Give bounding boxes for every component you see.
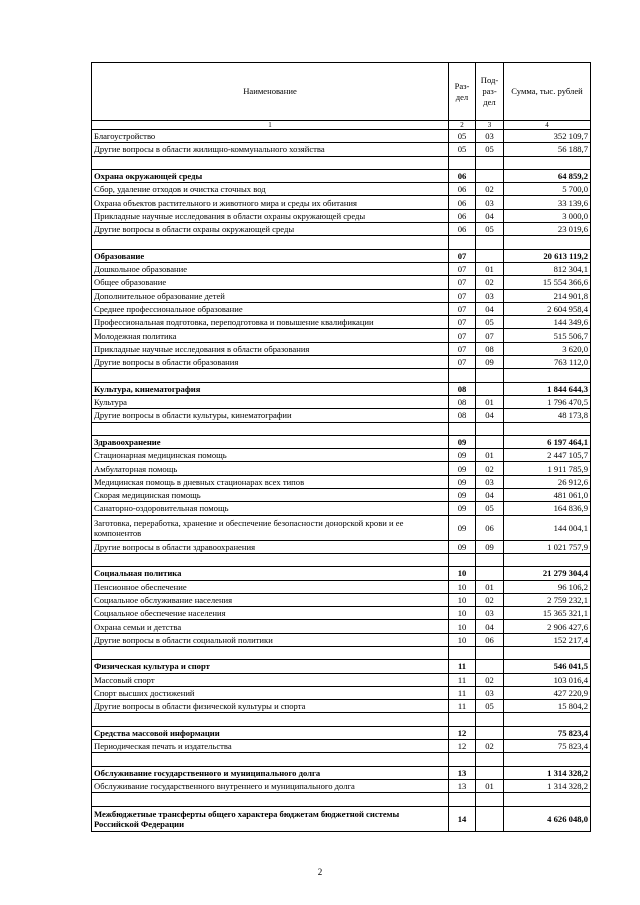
empty-cell	[476, 156, 504, 169]
empty-cell	[92, 646, 449, 659]
section-cell: 09	[449, 489, 476, 502]
name-cell: Другие вопросы в области жилищно-коммунального хозяйства	[92, 143, 449, 156]
name-cell: Другие вопросы в области физической культуры и спорта	[92, 700, 449, 713]
name-cell: Дополнительное образование детей	[92, 289, 449, 302]
sum-cell: 763 112,0	[504, 356, 591, 369]
subsection-cell: 01	[476, 779, 504, 792]
subsection-cell	[476, 806, 504, 831]
table-row	[92, 540, 591, 553]
empty-cell	[92, 553, 449, 566]
colnum: 1	[92, 121, 449, 130]
section-row	[92, 726, 591, 739]
subsection-cell	[476, 249, 504, 262]
section-cell: 11	[449, 700, 476, 713]
subsection-cell: 05	[476, 700, 504, 713]
name-cell: Здравоохранение	[92, 435, 449, 448]
subsection-cell: 03	[476, 686, 504, 699]
subsection-cell: 01	[476, 580, 504, 593]
sum-cell: 64 859,2	[504, 169, 591, 182]
section-row	[92, 660, 591, 673]
section-cell: 05	[449, 130, 476, 143]
subsection-cell: 02	[476, 673, 504, 686]
section-row	[92, 766, 591, 779]
sum-cell: 6 197 464,1	[504, 435, 591, 448]
header-name: Наименование	[92, 63, 449, 121]
subsection-cell: 09	[476, 540, 504, 553]
spacer-row	[92, 713, 591, 726]
section-cell: 09	[449, 462, 476, 475]
section-cell: 10	[449, 607, 476, 620]
sum-cell: 1 844 644,3	[504, 382, 591, 395]
column-number-row	[92, 121, 591, 130]
table-row	[92, 620, 591, 633]
table-row	[92, 342, 591, 355]
empty-cell	[92, 369, 449, 382]
subsection-cell: 02	[476, 593, 504, 606]
table-row	[92, 209, 591, 222]
spacer-row	[92, 646, 591, 659]
sum-cell: 2 759 232,1	[504, 593, 591, 606]
sum-cell: 1 021 757,9	[504, 540, 591, 553]
name-cell: Скорая медицинская помощь	[92, 489, 449, 502]
section-row	[92, 435, 591, 448]
section-cell: 07	[449, 329, 476, 342]
name-cell: Социальная политика	[92, 567, 449, 580]
section-row	[92, 806, 591, 831]
table-header-row	[92, 63, 591, 121]
name-cell: Прикладные научные исследования в области охраны окружающей среды	[92, 209, 449, 222]
subsection-cell: 06	[476, 515, 504, 540]
table-row	[92, 395, 591, 408]
sum-cell: 352 109,7	[504, 130, 591, 143]
section-cell: 10	[449, 580, 476, 593]
sum-cell: 1 796 470,5	[504, 395, 591, 408]
sum-cell: 96 106,2	[504, 580, 591, 593]
name-cell: Образование	[92, 249, 449, 262]
table-row	[92, 489, 591, 502]
empty-cell	[504, 793, 591, 806]
subsection-cell	[476, 435, 504, 448]
sum-cell: 427 220,9	[504, 686, 591, 699]
table-row	[92, 502, 591, 515]
sum-cell: 26 912,6	[504, 475, 591, 488]
subsection-cell: 05	[476, 316, 504, 329]
section-cell: 06	[449, 169, 476, 182]
subsection-cell: 03	[476, 475, 504, 488]
name-cell: Периодическая печать и издательства	[92, 740, 449, 753]
header-sum: Сумма, тыс. рублей	[504, 63, 591, 121]
sum-cell: 20 613 119,2	[504, 249, 591, 262]
sum-cell: 1 314 328,2	[504, 779, 591, 792]
table-row	[92, 302, 591, 315]
empty-cell	[92, 793, 449, 806]
subsection-cell: 04	[476, 620, 504, 633]
section-cell: 09	[449, 540, 476, 553]
name-cell: Другие вопросы в области образования	[92, 356, 449, 369]
section-cell: 12	[449, 726, 476, 739]
section-cell: 07	[449, 262, 476, 275]
empty-cell	[92, 236, 449, 249]
table-row	[92, 196, 591, 209]
subsection-cell	[476, 766, 504, 779]
section-cell: 05	[449, 143, 476, 156]
subsection-cell: 03	[476, 130, 504, 143]
subsection-cell: 01	[476, 449, 504, 462]
empty-cell	[449, 236, 476, 249]
colnum: 3	[476, 121, 504, 130]
empty-cell	[476, 646, 504, 659]
name-cell: Среднее профессиональное образование	[92, 302, 449, 315]
table-row	[92, 700, 591, 713]
subsection-cell: 05	[476, 223, 504, 236]
sum-cell: 15 804,2	[504, 700, 591, 713]
table-row	[92, 276, 591, 289]
section-row	[92, 567, 591, 580]
spacer-row	[92, 793, 591, 806]
section-cell: 09	[449, 449, 476, 462]
spacer-row	[92, 753, 591, 766]
empty-cell	[449, 646, 476, 659]
name-cell: Охрана объектов растительного и животного мира и среды их обитания	[92, 196, 449, 209]
subsection-cell	[476, 726, 504, 739]
sum-cell: 56 188,7	[504, 143, 591, 156]
section-row	[92, 169, 591, 182]
budget-table	[91, 62, 591, 832]
spacer-row	[92, 422, 591, 435]
section-row	[92, 249, 591, 262]
table-row	[92, 475, 591, 488]
subsection-cell: 04	[476, 409, 504, 422]
subsection-cell: 03	[476, 196, 504, 209]
section-cell: 10	[449, 593, 476, 606]
empty-cell	[92, 422, 449, 435]
subsection-cell: 02	[476, 740, 504, 753]
empty-cell	[476, 753, 504, 766]
subsection-cell: 05	[476, 143, 504, 156]
table-row	[92, 130, 591, 143]
table-row	[92, 580, 591, 593]
spacer-row	[92, 369, 591, 382]
name-cell: Молодежная политика	[92, 329, 449, 342]
name-cell: Охрана семьи и детства	[92, 620, 449, 633]
section-cell: 08	[449, 409, 476, 422]
name-cell: Массовый спорт	[92, 673, 449, 686]
empty-cell	[504, 646, 591, 659]
section-cell: 11	[449, 686, 476, 699]
empty-cell	[504, 753, 591, 766]
sum-cell: 3 620,0	[504, 342, 591, 355]
empty-cell	[476, 793, 504, 806]
empty-cell	[92, 753, 449, 766]
section-cell: 06	[449, 196, 476, 209]
empty-cell	[504, 369, 591, 382]
spacer-row	[92, 553, 591, 566]
sum-cell: 2 604 958,4	[504, 302, 591, 315]
name-cell: Прикладные научные исследования в области образования	[92, 342, 449, 355]
sum-cell: 2 447 105,7	[504, 449, 591, 462]
section-cell: 10	[449, 633, 476, 646]
name-cell: Общее образование	[92, 276, 449, 289]
section-cell: 11	[449, 673, 476, 686]
subsection-cell: 02	[476, 183, 504, 196]
name-cell: Охрана окружающей среды	[92, 169, 449, 182]
empty-cell	[92, 156, 449, 169]
table-row	[92, 779, 591, 792]
page-number: 2	[317, 867, 323, 877]
section-cell: 07	[449, 276, 476, 289]
subsection-cell: 02	[476, 462, 504, 475]
table-row	[92, 633, 591, 646]
subsection-cell: 05	[476, 502, 504, 515]
empty-cell	[476, 713, 504, 726]
empty-cell	[504, 236, 591, 249]
sum-cell: 214 901,8	[504, 289, 591, 302]
empty-cell	[449, 156, 476, 169]
sum-cell: 1 911 785,9	[504, 462, 591, 475]
table-row	[92, 356, 591, 369]
spacer-row	[92, 236, 591, 249]
name-cell: Благоустройство	[92, 130, 449, 143]
subsection-cell: 07	[476, 329, 504, 342]
section-cell: 08	[449, 395, 476, 408]
subsection-cell: 09	[476, 356, 504, 369]
sum-cell: 23 019,6	[504, 223, 591, 236]
section-cell: 10	[449, 567, 476, 580]
subsection-cell: 02	[476, 276, 504, 289]
section-cell: 06	[449, 223, 476, 236]
name-cell: Амбулаторная помощь	[92, 462, 449, 475]
sum-cell: 5 700,0	[504, 183, 591, 196]
subsection-cell	[476, 169, 504, 182]
name-cell: Сбор, удаление отходов и очистка сточных вод	[92, 183, 449, 196]
sum-cell: 144 004,1	[504, 515, 591, 540]
name-cell: Другие вопросы в области культуры, кинематографии	[92, 409, 449, 422]
subsection-cell	[476, 660, 504, 673]
name-cell: Заготовка, переработка, хранение и обеспечение безопасности донорской крови и ее компонентов	[92, 515, 449, 540]
header-subsection: Под-раз-дел	[476, 63, 504, 121]
sum-cell: 15 554 366,6	[504, 276, 591, 289]
name-cell: Культура	[92, 395, 449, 408]
name-cell: Другие вопросы в области социальной политики	[92, 633, 449, 646]
spacer-row	[92, 156, 591, 169]
name-cell: Межбюджетные трансферты общего характера бюджетам бюджетной системы Российской Федерации	[92, 806, 449, 831]
header-section: Раз-дел	[449, 63, 476, 121]
name-cell: Дошкольное образование	[92, 262, 449, 275]
subsection-cell: 04	[476, 489, 504, 502]
subsection-cell: 04	[476, 209, 504, 222]
name-cell: Стационарная медицинская помощь	[92, 449, 449, 462]
name-cell: Обслуживание государственного и муниципального долга	[92, 766, 449, 779]
subsection-cell	[476, 567, 504, 580]
subsection-cell: 06	[476, 633, 504, 646]
sum-cell: 2 906 427,6	[504, 620, 591, 633]
empty-cell	[449, 422, 476, 435]
name-cell: Средства массовой информации	[92, 726, 449, 739]
sum-cell: 33 139,6	[504, 196, 591, 209]
name-cell: Другие вопросы в области здравоохранения	[92, 540, 449, 553]
section-cell: 07	[449, 342, 476, 355]
name-cell: Профессиональная подготовка, переподготовка и повышение квалификации	[92, 316, 449, 329]
table-row	[92, 515, 591, 540]
section-cell: 13	[449, 779, 476, 792]
name-cell: Культура, кинематография	[92, 382, 449, 395]
name-cell: Пенсионное обеспечение	[92, 580, 449, 593]
section-cell: 07	[449, 249, 476, 262]
table-row	[92, 673, 591, 686]
section-cell: 14	[449, 806, 476, 831]
sum-cell: 21 279 304,4	[504, 567, 591, 580]
subsection-cell: 03	[476, 607, 504, 620]
section-cell: 06	[449, 183, 476, 196]
name-cell: Другие вопросы в области охраны окружающей среды	[92, 223, 449, 236]
colnum: 2	[449, 121, 476, 130]
name-cell: Санаторно-оздоровительная помощь	[92, 502, 449, 515]
section-cell: 09	[449, 435, 476, 448]
empty-cell	[449, 793, 476, 806]
name-cell: Обслуживание государственного внутреннего и муниципального долга	[92, 779, 449, 792]
colnum: 4	[504, 121, 591, 130]
name-cell: Спорт высших достижений	[92, 686, 449, 699]
section-cell: 12	[449, 740, 476, 753]
sum-cell: 75 823,4	[504, 740, 591, 753]
section-cell: 09	[449, 475, 476, 488]
sum-cell: 515 506,7	[504, 329, 591, 342]
empty-cell	[449, 553, 476, 566]
sum-cell: 3 000,0	[504, 209, 591, 222]
table-body	[92, 130, 591, 832]
empty-cell	[449, 713, 476, 726]
empty-cell	[449, 753, 476, 766]
sum-cell: 152 217,4	[504, 633, 591, 646]
sum-cell: 481 061,0	[504, 489, 591, 502]
subsection-cell: 01	[476, 262, 504, 275]
empty-cell	[504, 422, 591, 435]
sum-cell: 103 016,4	[504, 673, 591, 686]
empty-cell	[504, 553, 591, 566]
empty-cell	[92, 713, 449, 726]
subsection-cell: 04	[476, 302, 504, 315]
sum-cell: 15 365 321,1	[504, 607, 591, 620]
sum-cell: 812 304,1	[504, 262, 591, 275]
section-cell: 09	[449, 515, 476, 540]
empty-cell	[504, 713, 591, 726]
section-cell: 06	[449, 209, 476, 222]
empty-cell	[476, 236, 504, 249]
subsection-cell: 08	[476, 342, 504, 355]
table-row	[92, 740, 591, 753]
name-cell: Медицинская помощь в дневных стационарах всех типов	[92, 475, 449, 488]
table-row	[92, 686, 591, 699]
section-row	[92, 382, 591, 395]
table-row	[92, 329, 591, 342]
subsection-cell: 01	[476, 395, 504, 408]
sum-cell: 1 314 328,2	[504, 766, 591, 779]
section-cell: 07	[449, 316, 476, 329]
sum-cell: 144 349,6	[504, 316, 591, 329]
table-row	[92, 409, 591, 422]
section-cell: 13	[449, 766, 476, 779]
sum-cell: 164 836,9	[504, 502, 591, 515]
sum-cell: 546 041,5	[504, 660, 591, 673]
name-cell: Физическая культура и спорт	[92, 660, 449, 673]
table-row	[92, 143, 591, 156]
section-cell: 10	[449, 620, 476, 633]
section-cell: 07	[449, 302, 476, 315]
subsection-cell: 03	[476, 289, 504, 302]
empty-cell	[449, 369, 476, 382]
empty-cell	[476, 422, 504, 435]
table-row	[92, 183, 591, 196]
sum-cell: 4 626 048,0	[504, 806, 591, 831]
table-row	[92, 449, 591, 462]
section-cell: 07	[449, 289, 476, 302]
sum-cell: 75 823,4	[504, 726, 591, 739]
table-row	[92, 316, 591, 329]
name-cell: Социальное обслуживание населения	[92, 593, 449, 606]
section-cell: 08	[449, 382, 476, 395]
empty-cell	[504, 156, 591, 169]
empty-cell	[476, 553, 504, 566]
section-cell: 11	[449, 660, 476, 673]
subsection-cell	[476, 382, 504, 395]
section-cell: 07	[449, 356, 476, 369]
section-cell: 09	[449, 502, 476, 515]
table-row	[92, 223, 591, 236]
table-row	[92, 462, 591, 475]
sum-cell: 48 173,8	[504, 409, 591, 422]
table-row	[92, 593, 591, 606]
table-row	[92, 262, 591, 275]
table-row	[92, 289, 591, 302]
table-row	[92, 607, 591, 620]
name-cell: Социальное обеспечение населения	[92, 607, 449, 620]
empty-cell	[476, 369, 504, 382]
